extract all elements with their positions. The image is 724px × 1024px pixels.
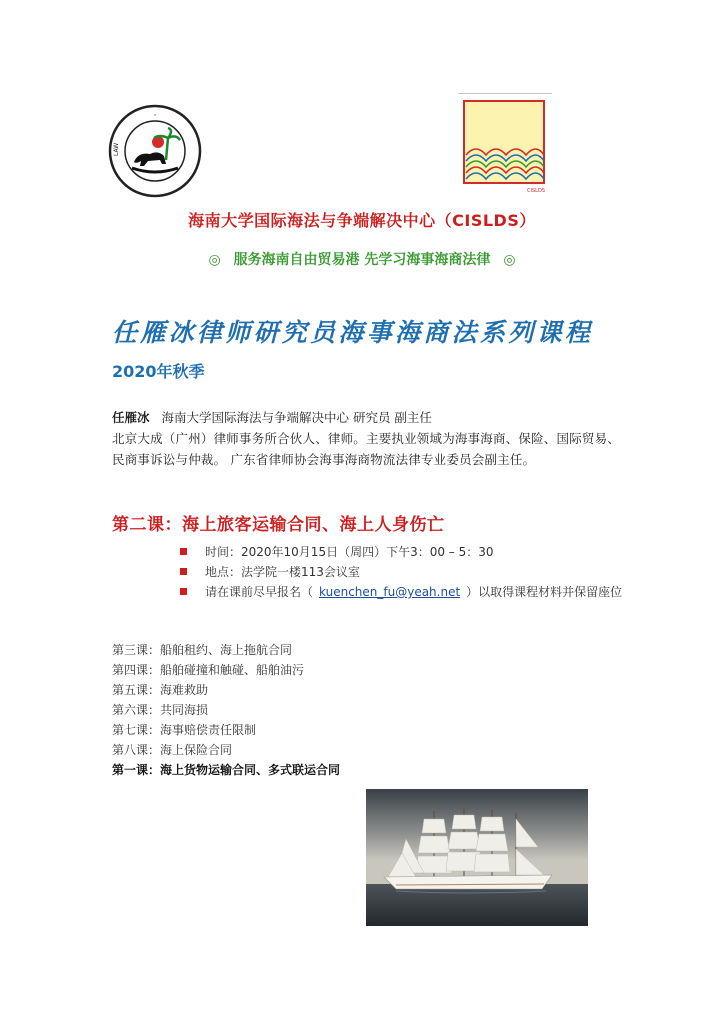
series-title: 任雁冰律师研究员海事海商法系列课程 [112, 318, 594, 347]
slogan-row [0, 249, 724, 269]
cislds-logo [458, 93, 552, 195]
lesson-item: 第七课：海事赔偿责任限制 [112, 723, 257, 737]
email-link[interactable]: kuenchen_fu@yeah.net [319, 585, 461, 599]
lesson2-info-list [180, 542, 630, 602]
season-label: 2020年秋季 [112, 362, 205, 381]
square-bullet-icon [180, 548, 187, 555]
lecturer-name: 任雁冰 [112, 410, 150, 425]
lesson-time: 时间：2020年10月15日（周四）下午3：00 – 5：30 [205, 545, 494, 559]
lesson-item: 第五课：海难救助 [112, 683, 209, 697]
center-name: 海南大学国际海法与争端解决中心（CISLDS） [188, 211, 536, 230]
list-item-time [180, 542, 630, 562]
list-item-signup [180, 582, 630, 602]
university-logo [108, 104, 202, 198]
law-school-seal-icon [108, 104, 202, 198]
lecturer-position: 海南大学国际海法与争端解决中心 研究员 副主任 [161, 410, 432, 425]
square-bullet-icon [180, 568, 187, 575]
signup-suffix: ）以取得课程材料并保留座位 [466, 585, 623, 599]
lesson-item: 第三课：船舶租约、海上拖航合同 [112, 643, 293, 657]
lesson-item: 第六课：共同海损 [112, 703, 209, 717]
ring-bullet-icon: ◎ [208, 252, 221, 268]
lecturer-title-line [112, 407, 622, 428]
list-item-place [180, 562, 630, 582]
waves-emblem-icon [458, 93, 552, 195]
square-bullet-icon [180, 588, 187, 595]
lesson-item: 第四课：船舶碰撞和触碰、船舶油污 [112, 663, 305, 677]
svg-text:LAW: LAW [113, 142, 120, 156]
lessons-list [112, 640, 340, 780]
lesson2-title: 第二课：海上旅客运输合同、海上人身伤亡 [112, 515, 445, 535]
lesson-item: 第一课：海上货物运输合同、多式联运合同 [112, 763, 341, 777]
cislds-logo-text: CISLDS [527, 188, 545, 194]
lesson-item: 第八课：海上保险合同 [112, 743, 233, 757]
ship-photo [366, 789, 588, 926]
lesson-place: 地点：法学院一楼113会议室 [205, 565, 360, 579]
tall-ship-sailing-icon [366, 789, 588, 926]
lecturer-bio: 北京大成（广州）律师事务所合伙人、律师。主要执业领域为海事海商、保险、国际贸易、民商事诉讼与仲裁。 广东省律师协会海事海商物流法律专业委员会副主任。 [112, 431, 621, 467]
signup-prefix: 请在课前尽早报名（ [205, 585, 314, 599]
slogan-text: 服务海南自由贸易港 先学习海事海商法律 [233, 252, 491, 268]
svg-text:·: · [153, 111, 157, 121]
ring-bullet-icon: ◎ [503, 252, 516, 268]
